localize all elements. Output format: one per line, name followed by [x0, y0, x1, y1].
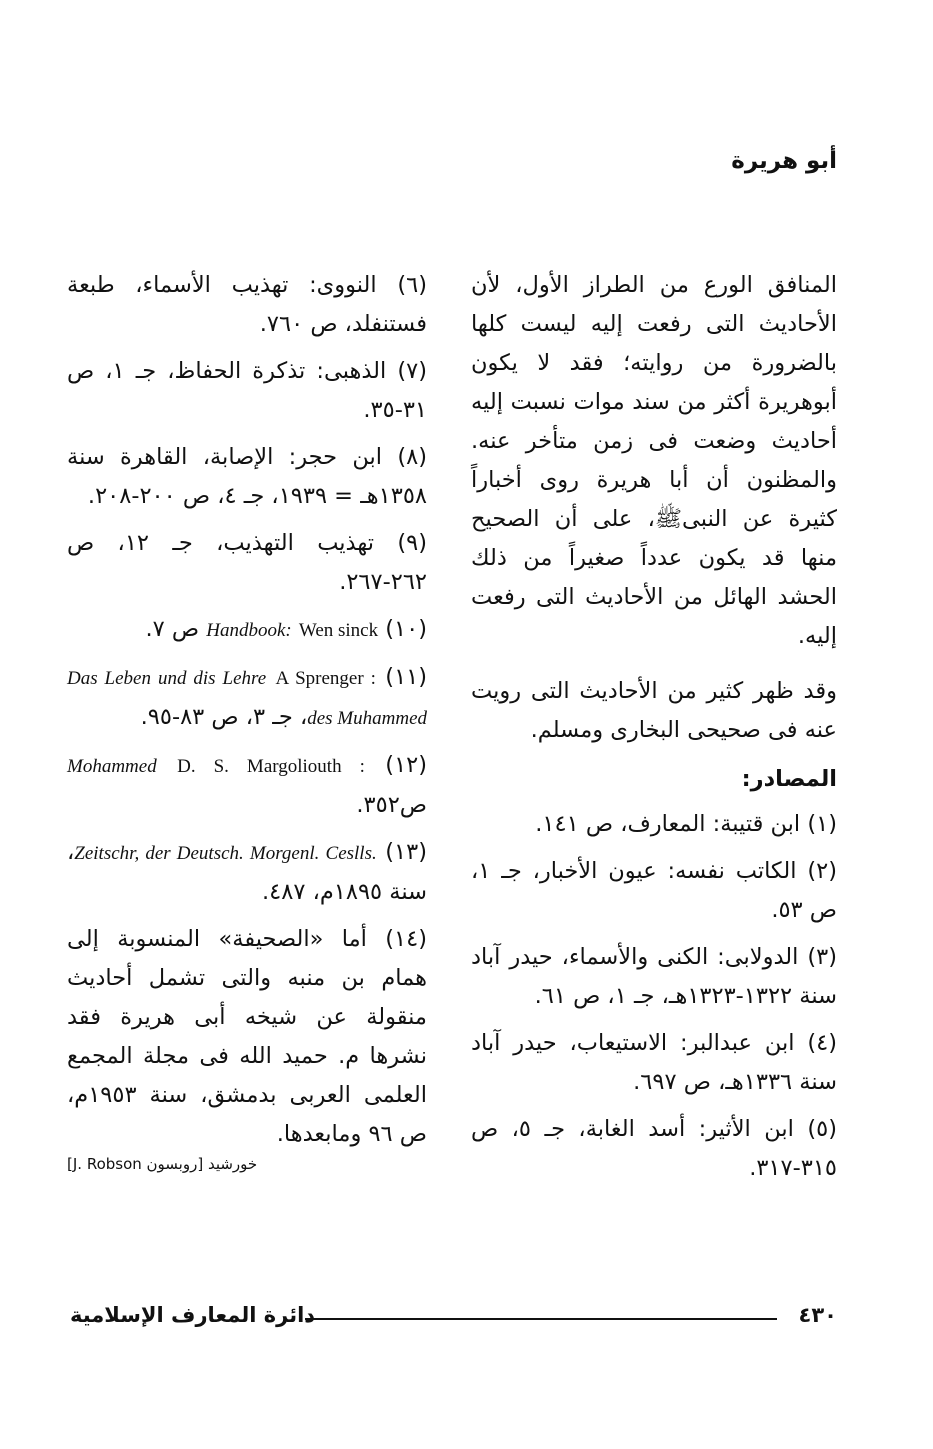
reference-10-title: Handbook:: [206, 620, 292, 641]
left-column: [67, 266, 427, 1174]
reference-10: [67, 610, 427, 650]
reference-10-title-wrap: [206, 620, 291, 641]
article-author: خورشيد [روبسون J. Robson]: [67, 1155, 258, 1173]
reference-5: (٥) ابن الأثير: أسد الغابة، جـ ٥، ص ٣١٥-٣١٧.: [471, 1116, 837, 1181]
publication-title: دائرة المعارف الإسلامية: [70, 1303, 316, 1327]
reference-12-title: Mohammed: [67, 756, 157, 777]
reference-11-author: A Sprenger :: [275, 668, 376, 689]
reference-10-author: Wen sinck: [298, 620, 379, 641]
reference-13: [67, 833, 427, 912]
reference-8: (٨) ابن حجر: الإصابة، القاهرة سنة ١٣٥٨هـ = ١٩٣٩، جـ ٤، ص ٢٠٠-٢٠٨.: [67, 444, 427, 509]
reference-10-number: (١٠): [385, 616, 427, 642]
reference-9: (٩) تهذيب التهذيب، جـ ١٢، ص ٢٦٢-٢٦٧.: [67, 530, 427, 595]
page-number: ٤٣٠: [798, 1303, 837, 1327]
reference-13-title: Zeitschr, der Deutsch. Morgenl. Ceslls.: [74, 843, 377, 864]
reference-12-author: D. S. Margoliouth :: [177, 756, 365, 777]
reference-13-title-wrap: [74, 843, 376, 864]
reference-11-title: Das Leben und dis Lehre des Muhammed: [67, 668, 427, 729]
reference-12-number: (١٢): [385, 752, 428, 778]
reference-13-number: (١٣): [385, 839, 427, 865]
reference-12-tail: ص٣٥٢.: [356, 792, 427, 818]
body-paragraph-1: المنافق الورع من الطراز الأول، لأن الأحاديث التى رفعت إليه ليست كلها بالضرورة من روايته؛ فقد لا يكون أبوهريرة أكثر من سند موات نسبت إليه أحاديث وضعت فى زمن متأخر عنه. والمظنون أن أبا هريرة روى أخباراً كثيرة عن النبىﷺ، على أن الصحيح منها قد يكون عدداً صغيراً من ذلك الحشد الهائل من الأحاديث التى رفعت إليه.: [471, 272, 837, 649]
reference-1: (١) ابن قتيبة: المعارف، ص ١٤١.: [535, 811, 837, 837]
reference-11: [67, 658, 427, 738]
sources-heading: المصادر:: [741, 766, 837, 792]
reference-12-title-wrap: [67, 756, 157, 777]
reference-2: (٢) الكاتب نفسه: عيون الأخبار، جـ ١، ص ٥٣.: [471, 858, 837, 923]
reference-3: (٣) الدولابى: الكنى والأسماء، حيدر آباد سنة ١٣٢٢-١٣٢٣هـ، جـ ١، ص ٦١.: [471, 944, 837, 1009]
body-paragraph-2: وقد ظهر كثير من الأحاديث التى رويت عنه فى صحيحى البخارى ومسلم.: [471, 678, 837, 743]
reference-13-tail: ، سنة ١٨٩٥م، ٤٨٧.: [67, 839, 427, 905]
reference-4: (٤) ابن عبدالبر: الاستيعاب، حيدر آباد سنة ١٣٣٦هـ، ص ٦٩٧.: [471, 1030, 837, 1095]
reference-6: (٦) النووى: تهذيب الأسماء، طبعة فستنفلد، ص ٧٦٠.: [67, 272, 427, 337]
running-title: أبو هريرة: [731, 148, 837, 174]
reference-7: (٧) الذهبى: تذكرة الحفاظ، جـ ١، ص ٣١-٣٥.: [67, 358, 427, 423]
reference-11-tail: ، جـ ٣، ص ٨٣-٩٥.: [140, 704, 308, 730]
footer-rule: [305, 1318, 777, 1320]
reference-14: (١٤) أما «الصحيفة» المنسوبة إلى همام بن منبه والتى تشمل أحاديث منقولة عن شيخه أبى هريرة فقد نشرها م. حميد الله فى مجلة المجمع العلمى العربى بدمشق، سنة ١٩٥٣م، ص ٩٦ ومابعدها.: [67, 926, 427, 1147]
reference-11-number: (١١): [385, 664, 428, 690]
right-column: [471, 266, 837, 1188]
reference-10-tail: ص ٧.: [145, 616, 200, 642]
reference-12: [67, 746, 427, 825]
page-footer: [70, 1303, 837, 1333]
